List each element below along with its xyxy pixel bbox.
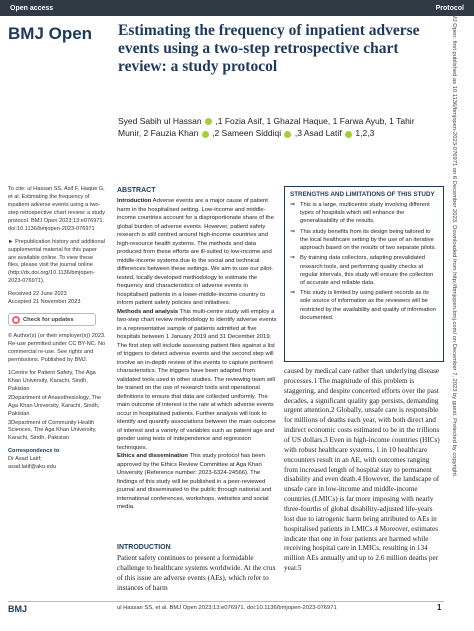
check-updates-label: Check for updates [23, 316, 74, 323]
affiliation: 1Centre for Patient Safety, The Aga Khan University, Karachi, Sindh, Pakistan [8, 369, 96, 392]
page-number: 1 [437, 603, 442, 612]
footer-logo: BMJ [8, 604, 28, 614]
strengths-item: ⇒ By training data collectors, adapting prevalidated research tools, and performing quality checks at regular intervals, this study will ensure the collection of accurate and reliable data. [290, 254, 438, 287]
author-name: 2 Fauzia Khan [143, 128, 199, 139]
body-text-right: caused by medical care rather than underlying disease processes.1 The magnitude of this problem is staggering, and despite concerted efforts over the past decades, a significant quality gap persists, demanding urgent attention.2 Globally, unsafe care is responsible for millions of deaths each year, with both direct and indirect economic costs estimated to be in the trillions of US dollars.3 Even in high-income countries (HICs) with robust healthcare systems, 1 in 10 healthcare encounters result in an AE, with outcomes ranging from increased length of hospital stay to permanent disability and even death.4 However, the landscape of unsafe care in low-income and middle-income countries (LMICs) is far more imposing with nearly three-fourths of global disability-adjusted life-years lost due to iatrogenic harm being attributed to AEs in hospitalised patients in LMICs.4 Moreover, estimates indicate that one in four patients are harmed while receiving hospital care in LMICs, resulting in 134 million AEs annually and up to 2.6 million deaths per year.5 [284, 367, 440, 573]
orcid-icon[interactable] [202, 131, 209, 138]
article-title: Estimating the frequency of inpatient adverse events using a two-step retrospective chart review: a study protocol [118, 22, 420, 76]
correspondence-heading: Correspondence to [8, 448, 60, 455]
orcid-icon[interactable] [205, 118, 212, 125]
abstract-text: This multi-centre study will employ a two-step chart review methodology to identify adverse events in a representative sample of patients admitted at five hospitals between 1 January 2019 and 31 December 2019. The first step will include assessing patient files against a list of triggers to detect adverse events and the second step will involve an in-depth review of the events to capture pertinent characteristics. The triggers have been adapted from validated tools used in other studies. The reviewing team will be trained on the use of research tools and operational definitions to ensure that data are collected uniformly. The main outcome of interest is the rate at which adverse events occur in hospitalised patients. Further analysis will look to identify and quantify associations between the main outcome of interest and a variety of variables such as patient age and gender using tests of independence and regression techniques. [117, 308, 277, 451]
check-updates-button[interactable] [8, 313, 96, 326]
abstract-label: Ethics and dissemination [117, 453, 189, 460]
side-watermark-text: BMJ Open: first published as 10.1136/bmjopen-2023-076971 on 6 December 2023. Downloaded from http://bmjopen.bmj.com/ on December 7, 2023 by guest. Protected by copyright. [451, 10, 457, 478]
strengths-item: ⇒ This is a large, multicentre study involving different types of hospitals which will enhance the generalisability of the results. [290, 201, 438, 226]
author-affiliation-sup: 1,2,3 [355, 128, 375, 139]
check-updates-icon [12, 316, 20, 324]
prepub-note[interactable]: ► Prepublication history and additional supplemental material for this paper are available online. To view these files, please visit the journal online (http://dx.doi.org/10.1136/bmjopen-2023-076971). [8, 238, 105, 285]
author-name: Syed Sabih ul Hassan [118, 116, 202, 126]
abstract-text: This study protocol has been approved by the Ethics Review Committee at Aga Khan University (Reference number: 2023-6324-24566). The findings of this study will be published in a peer-reviewed journal and disseminated to the public through national and international conferences, workshops, websites and social media. [117, 453, 272, 511]
author-list [118, 115, 418, 140]
license-text: © Author(s) (or their employer(s)) 2023. Re-use permitted under CC BY-NC. No commercial re-use. See rights and permissions. Published by BMJ. [8, 333, 106, 363]
strengths-list [290, 201, 438, 322]
accepted-date: Accepted 21 November 2023 [8, 299, 81, 306]
abstract-heading: ABSTRACT [117, 187, 156, 194]
article-type-label: Protocol [435, 4, 464, 12]
open-access-label: Open access [10, 4, 54, 12]
introduction-heading: INTRODUCTION [117, 544, 171, 551]
footer-divider [8, 601, 444, 602]
orcid-icon[interactable] [345, 131, 352, 138]
journal-logo: BMJ Open [8, 24, 93, 43]
author-name: 1 Tahir Munir, [118, 116, 415, 139]
strengths-item: ⇒ This study is limited by using patient records as its sole source of information as the reviewers will be restricted by the availability and quality of information documented. [290, 289, 438, 322]
correspondence-email[interactable]: asad.latif@aku.edu [8, 464, 56, 471]
author-name: ,1 Fozia Asif, [215, 116, 265, 126]
cite-info: To cite: ul Hassan SS, Asif F, Haque G, et al. Estimating the frequency of inpatient adverse events using a two-step retrospective chart review: a study protocol. BMJ Open 2023;13:e076971. doi:10.1136/bmjopen-2023-076971 [8, 186, 106, 232]
introduction-section [117, 543, 277, 593]
affiliation: 3Department of Community Health Sciences, The Aga Khan University, Karachi, Sindh, Pakistan [8, 419, 97, 442]
strengths-heading: STRENGTHS AND LIMITATIONS OF THIS STUDY [290, 191, 435, 198]
author-name: 1 Farwa Ayub, [332, 116, 387, 126]
strengths-limitations-box [284, 186, 444, 362]
abstract-ethics [117, 452, 277, 512]
correspondence-name: Dr Asad Latif; [8, 456, 42, 463]
author-name: ,3 Asad Latif [294, 128, 342, 139]
abstract-label: Introduction [117, 198, 152, 205]
abstract-section [117, 186, 277, 512]
strengths-item: ⇒ This study benefits from its design being tailored to the local healthcare setting by the use of an iterative approach based on the results of two separate pilots. [290, 228, 438, 253]
abstract-methods [117, 308, 277, 453]
abstract-label: Methods and analysis [117, 308, 179, 315]
footer-citation: ul Hassan SS, et al. BMJ Open 2023;13:e076971. doi:10.1136/bmjopen-2023-076971 [117, 605, 337, 611]
affiliation: 2Department of Anaesthesiology, The Aga Khan University, Karachi, Sindh, Pakistan [8, 394, 102, 417]
abstract-text: Adverse events are a major cause of patient harm in the hospitalised setting. Low-income and middle-income countries account for a disproportionate share of the global burden of adverse events. However, patient safety research is still centred around high-income countries and high-resource health systems. The methods and data produced from these efforts are ill-suited to low-income and middle-income systems due to the social and technical differences between these settings. We aim to use our pilot-tested, locally developed methodology to estimate the frequency and characteristics of adverse events in hospitalised patients in a lower-middle-income country to inform patient safety policies and initiatives. [117, 198, 274, 307]
top-banner [0, 0, 474, 16]
author-name: 1 Ghazal Haque, [266, 116, 331, 126]
abstract-introduction [117, 197, 277, 308]
received-date: Received 22 June 2023 [8, 291, 67, 298]
introduction-text: Patient safety continues to present a formidable challenge to healthcare systems worldwide. At the crux of this issue are adverse events (AEs), which refer to instances of harm [117, 554, 276, 592]
orcid-icon[interactable] [284, 131, 291, 138]
author-name: ,2 Sameen Siddiqi [212, 128, 282, 139]
side-watermark-area [451, 10, 469, 610]
left-sidebar [8, 186, 106, 477]
